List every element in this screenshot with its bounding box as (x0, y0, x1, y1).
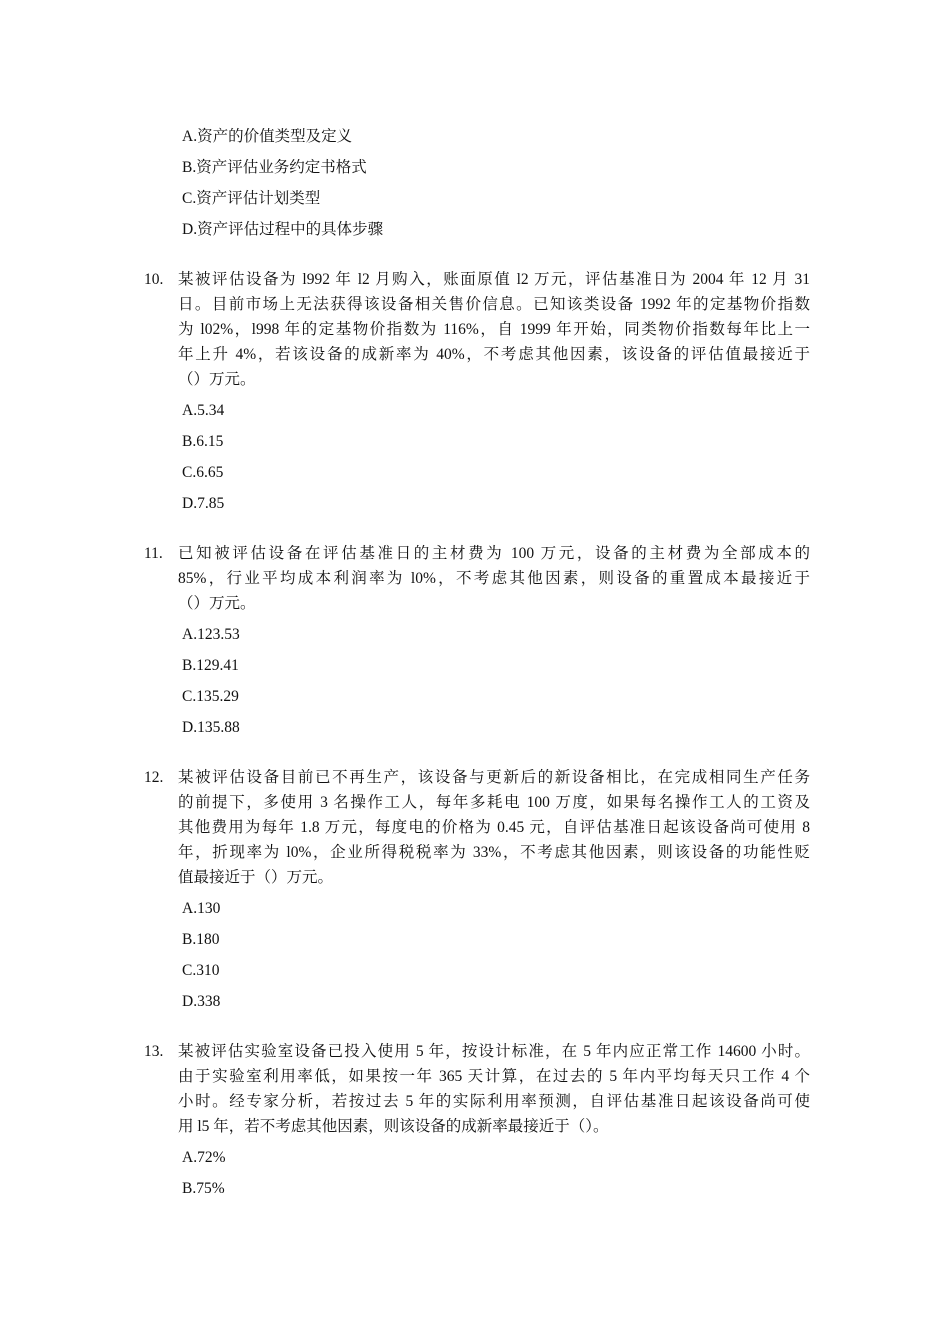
question-text-line: 日。目前市场上无法获得该设备相关售价信息。已知该类设备 1992 年的定基物价指数 (178, 296, 810, 313)
question-number: 13. (144, 1043, 164, 1060)
question-text-line: 小时。经专家分析，若按过去 5 年的实际利用率预测，自评估基准日起该设备尚可使 (178, 1093, 810, 1110)
option-a: A.123.53 (182, 626, 240, 643)
option-b: B.6.15 (182, 433, 224, 450)
option-d: D.资产评估过程中的具体步骤 (182, 221, 384, 238)
question-text-line: 年上升 4%，若该设备的成新率为 40%，不考虑其他因素，该设备的评估值最接近于 (178, 346, 810, 363)
option-c: C.6.65 (182, 464, 224, 481)
question-text-line: 由于实验室利用率低，如果按一年 365 天计算，在过去的 5 年内平均每天只工作 4 个 (178, 1068, 810, 1085)
question-text-line: （）万元。 (178, 595, 256, 612)
option-c: C.135.29 (182, 688, 239, 705)
question-number: 11. (144, 545, 163, 562)
question-text-line: 用 l5 年，若不考虑其他因素，则该设备的成新率最接近于（）。 (178, 1118, 609, 1135)
option-a: A.5.34 (182, 402, 225, 419)
option-a: A.资产的价值类型及定义 (182, 128, 353, 145)
option-d: D.135.88 (182, 719, 240, 736)
option-d: D.338 (182, 993, 221, 1010)
question-text-line: 某被评估实验室设备已投入使用 5 年，按设计标准，在 5 年内应正常工作 14600 小时。 (178, 1043, 810, 1060)
option-c: C.资产评估计划类型 (182, 190, 321, 207)
question-text-line: 为 l02%，l998 年的定基物价指数为 116%，自 1999 年开始，同类物价指数每年比上一 (178, 321, 810, 338)
question-text-line: 的前提下，多使用 3 名操作工人，每年多耗电 100 万度，如果每名操作工人的工资及 (178, 794, 810, 811)
option-a: A.130 (182, 900, 221, 917)
option-b: B.180 (182, 931, 220, 948)
option-d: D.7.85 (182, 495, 225, 512)
question-text-line: 已知被评估设备在评估基准日的主材费为 100 万元，设备的主材费为全部成本的 (178, 545, 810, 562)
option-a: A.72% (182, 1149, 226, 1166)
question-text-line: 其他费用为每年 1.8 万元，每度电的价格为 0.45 元，自评估基准日起该设备尚可使用 8 (178, 819, 810, 836)
option-b: B.资产评估业务约定书格式 (182, 159, 367, 176)
question-number: 12. (144, 769, 164, 786)
question-text-line: 年，折现率为 l0%，企业所得税税率为 33%，不考虑其他因素，则该设备的功能性贬 (178, 844, 810, 861)
question-number: 10. (144, 271, 164, 288)
option-b: B.75% (182, 1180, 225, 1197)
question-text-line: 某被评估设备为 l992 年 l2 月购入，账面原值 l2 万元，评估基准日为 2004 年 12 月 31 (178, 271, 810, 288)
option-c: C.310 (182, 962, 220, 979)
option-b: B.129.41 (182, 657, 239, 674)
question-text-line: 值最接近于（）万元。 (178, 869, 334, 886)
question-text-line: （）万元。 (178, 371, 256, 388)
question-text-line: 85%，行业平均成本利润率为 l0%，不考虑其他因素，则设备的重置成本最接近于 (178, 570, 810, 587)
question-text-line: 某被评估设备目前已不再生产，该设备与更新后的新设备相比，在完成相同生产任务 (178, 769, 810, 786)
